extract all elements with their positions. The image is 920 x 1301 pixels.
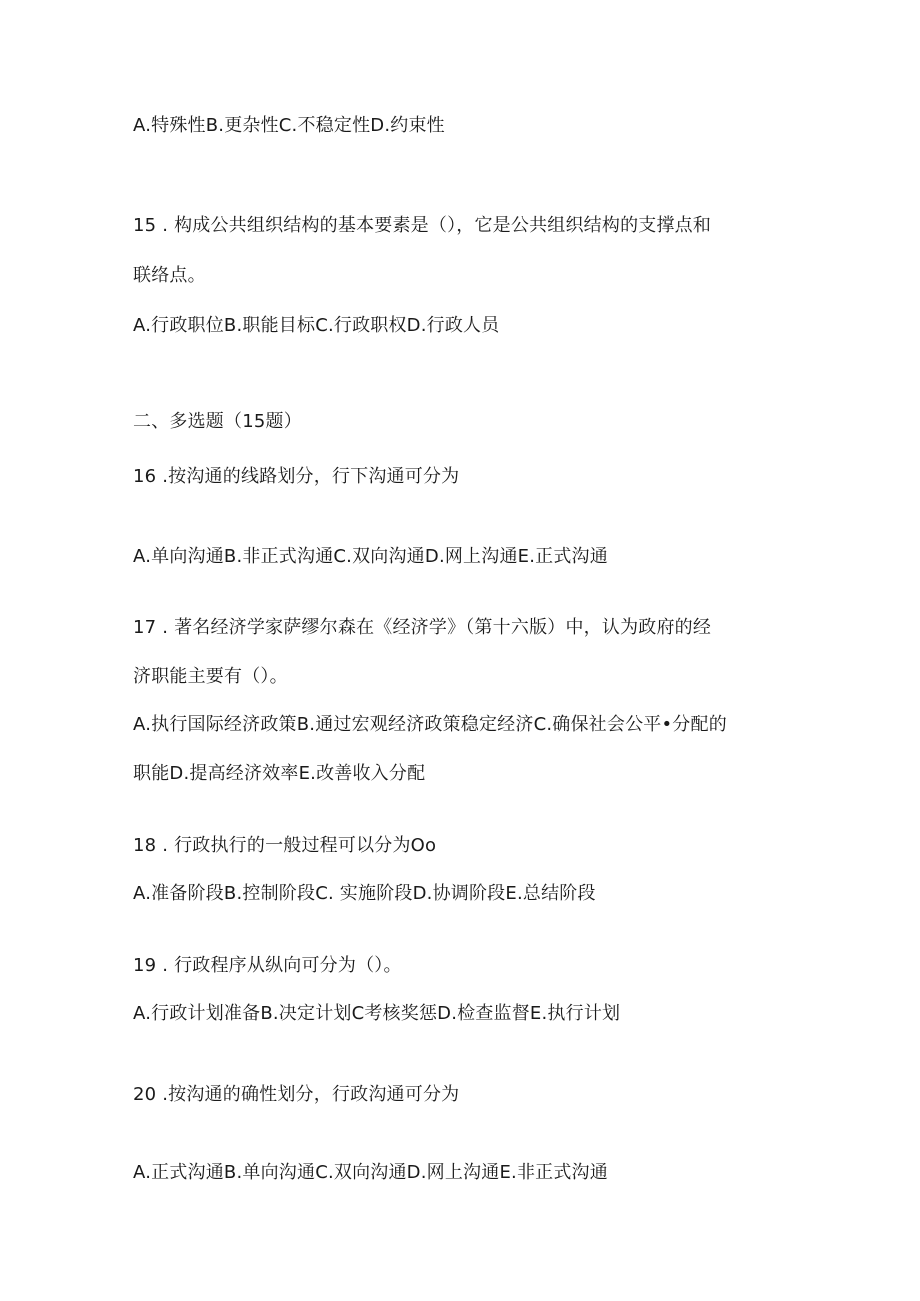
option-line-17-continued: 职能D.提高经济效率E.改善收入分配	[133, 763, 426, 784]
section-heading-multiple-choice: 二、多选题（15题）	[133, 411, 302, 432]
question-15-continued: 联络点。	[133, 265, 206, 286]
question-16: 16 .按沟通的线路划分，行下沟通可分为	[133, 466, 460, 487]
question-19: 19 . 行政程序从纵向可分为（）。	[133, 955, 402, 976]
question-17-continued: 济职能主要有（）。	[133, 666, 288, 687]
question-18: 18 . 行政执行的一般过程可以分为Oo	[133, 835, 437, 856]
option-line-17: A.执行国际经济政策B.通过宏观经济政策稳定经济C.确保社会公平•分配的	[133, 714, 727, 735]
question-15: 15 . 构成公共组织结构的基本要素是（），它是公共组织结构的支撑点和	[133, 215, 712, 236]
option-line-14: A.特殊性B.更杂性C.不稳定性D.约束性	[133, 115, 445, 136]
option-line-20: A.正式沟通B.单向沟通C.双向沟通D.网上沟通E.非正式沟通	[133, 1162, 608, 1183]
option-line-19: A.行政计划准备B.决定计划C考核奖惩D.检查监督E.执行计划	[133, 1003, 621, 1024]
option-line-16: A.单向沟通B.非正式沟通C.双向沟通D.网上沟通E.正式沟通	[133, 546, 608, 567]
option-line-18: A.准备阶段B.控制阶段C. 实施阶段D.协调阶段E.总结阶段	[133, 883, 596, 904]
question-20: 20 .按沟通的确性划分，行政沟通可分为	[133, 1084, 460, 1105]
question-17: 17 . 著名经济学家萨缪尔森在《经济学》（第十六版）中，认为政府的经	[133, 617, 712, 638]
option-line-15: A.行政职位B.职能目标C.行政职权D.行政人员	[133, 315, 500, 336]
